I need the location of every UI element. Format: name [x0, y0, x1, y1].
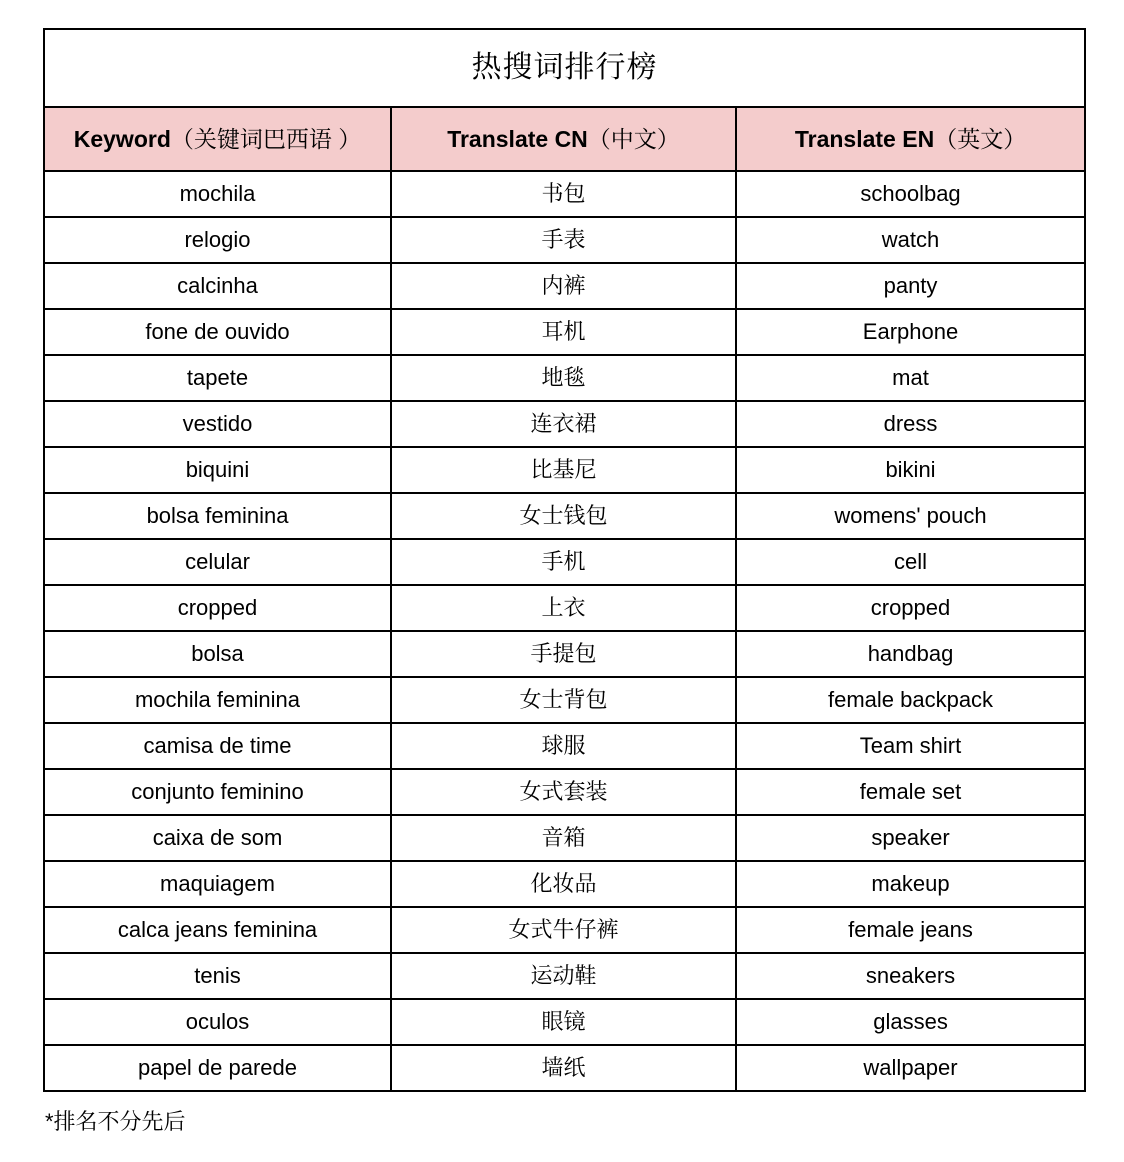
table-row	[44, 631, 1085, 677]
keyword-cell: mochila feminina	[44, 677, 391, 723]
table-row	[44, 953, 1085, 999]
keyword-cell: fone de ouvido	[44, 309, 391, 355]
translate-cn-cell: 眼镜	[391, 999, 736, 1045]
table-row	[44, 539, 1085, 585]
keyword-cell: celular	[44, 539, 391, 585]
translate-en-cell: watch	[736, 217, 1085, 263]
translate-cn-cell: 内裤	[391, 263, 736, 309]
header-translate-cn-main: Translate CN	[447, 126, 588, 152]
table-row	[44, 815, 1085, 861]
table-row	[44, 171, 1085, 217]
translate-en-cell: handbag	[736, 631, 1085, 677]
translate-en-cell: dress	[736, 401, 1085, 447]
header-keyword	[44, 107, 391, 171]
translate-en-cell: sneakers	[736, 953, 1085, 999]
keyword-cell: caixa de som	[44, 815, 391, 861]
translate-en-cell: schoolbag	[736, 171, 1085, 217]
translate-cn-cell: 女士钱包	[391, 493, 736, 539]
table-row	[44, 217, 1085, 263]
translate-cn-cell: 手提包	[391, 631, 736, 677]
table-row	[44, 447, 1085, 493]
table-row	[44, 907, 1085, 953]
translate-cn-cell: 化妆品	[391, 861, 736, 907]
keyword-cell: calca jeans feminina	[44, 907, 391, 953]
keyword-cell: tapete	[44, 355, 391, 401]
keyword-cell: papel de parede	[44, 1045, 391, 1091]
translate-cn-cell: 球服	[391, 723, 736, 769]
translate-en-cell: Team shirt	[736, 723, 1085, 769]
table-row	[44, 999, 1085, 1045]
keyword-cell: biquini	[44, 447, 391, 493]
translate-cn-cell: 手机	[391, 539, 736, 585]
translate-cn-cell: 女式套装	[391, 769, 736, 815]
ranking-footnote: *排名不分先后	[45, 1109, 186, 1134]
translate-en-cell: glasses	[736, 999, 1085, 1045]
header-translate-en-sub: （英文）	[934, 126, 1027, 152]
header-translate-en	[736, 107, 1085, 171]
keyword-cell: vestido	[44, 401, 391, 447]
translate-en-cell: female jeans	[736, 907, 1085, 953]
keyword-cell: conjunto feminino	[44, 769, 391, 815]
table-row	[44, 723, 1085, 769]
keyword-cell: oculos	[44, 999, 391, 1045]
translate-en-cell: panty	[736, 263, 1085, 309]
header-keyword-main: Keyword	[73, 126, 171, 152]
keyword-cell: maquiagem	[44, 861, 391, 907]
table-row	[44, 677, 1085, 723]
header-translate-cn-sub: （中文）	[587, 126, 680, 152]
translate-cn-cell: 耳机	[391, 309, 736, 355]
translate-cn-cell: 连衣裙	[391, 401, 736, 447]
translate-en-cell: womens' pouch	[736, 493, 1085, 539]
translate-cn-cell: 女式牛仔裤	[391, 907, 736, 953]
keyword-cell: cropped	[44, 585, 391, 631]
translate-en-cell: bikini	[736, 447, 1085, 493]
translate-en-cell: female backpack	[736, 677, 1085, 723]
keyword-cell: camisa de time	[44, 723, 391, 769]
table-row	[44, 861, 1085, 907]
table-row	[44, 355, 1085, 401]
translate-en-cell: wallpaper	[736, 1045, 1085, 1091]
header-translate-en-main: Translate EN	[794, 126, 935, 152]
table-row	[44, 1045, 1085, 1091]
translate-en-cell: female set	[736, 769, 1085, 815]
translate-cn-cell: 上衣	[391, 585, 736, 631]
translate-cn-cell: 地毯	[391, 355, 736, 401]
translate-cn-cell: 音箱	[391, 815, 736, 861]
translate-en-cell: mat	[736, 355, 1085, 401]
keyword-cell: mochila	[44, 171, 391, 217]
table-row	[44, 585, 1085, 631]
translate-cn-cell: 运动鞋	[391, 953, 736, 999]
keyword-cell: tenis	[44, 953, 391, 999]
hot-keywords-table	[43, 28, 1086, 1092]
keyword-cell: bolsa feminina	[44, 493, 391, 539]
table-title: 热搜词排行榜	[44, 29, 1085, 107]
keyword-cell: calcinha	[44, 263, 391, 309]
translate-cn-cell: 墙纸	[391, 1045, 736, 1091]
title-row	[44, 29, 1085, 107]
keyword-ranking-sheet	[43, 28, 1084, 1092]
translate-cn-cell: 手表	[391, 217, 736, 263]
table-row	[44, 263, 1085, 309]
translate-en-cell: speaker	[736, 815, 1085, 861]
table-row	[44, 769, 1085, 815]
translate-en-cell: cell	[736, 539, 1085, 585]
table-row	[44, 309, 1085, 355]
translate-en-cell: cropped	[736, 585, 1085, 631]
header-row	[44, 107, 1085, 171]
keyword-cell: relogio	[44, 217, 391, 263]
header-translate-cn	[391, 107, 736, 171]
header-keyword-sub: （关键词巴西语 ）	[170, 126, 362, 152]
table-row	[44, 401, 1085, 447]
translate-en-cell: makeup	[736, 861, 1085, 907]
translate-cn-cell: 女士背包	[391, 677, 736, 723]
translate-en-cell: Earphone	[736, 309, 1085, 355]
keyword-cell: bolsa	[44, 631, 391, 677]
translate-cn-cell: 比基尼	[391, 447, 736, 493]
translate-cn-cell: 书包	[391, 171, 736, 217]
table-row	[44, 493, 1085, 539]
